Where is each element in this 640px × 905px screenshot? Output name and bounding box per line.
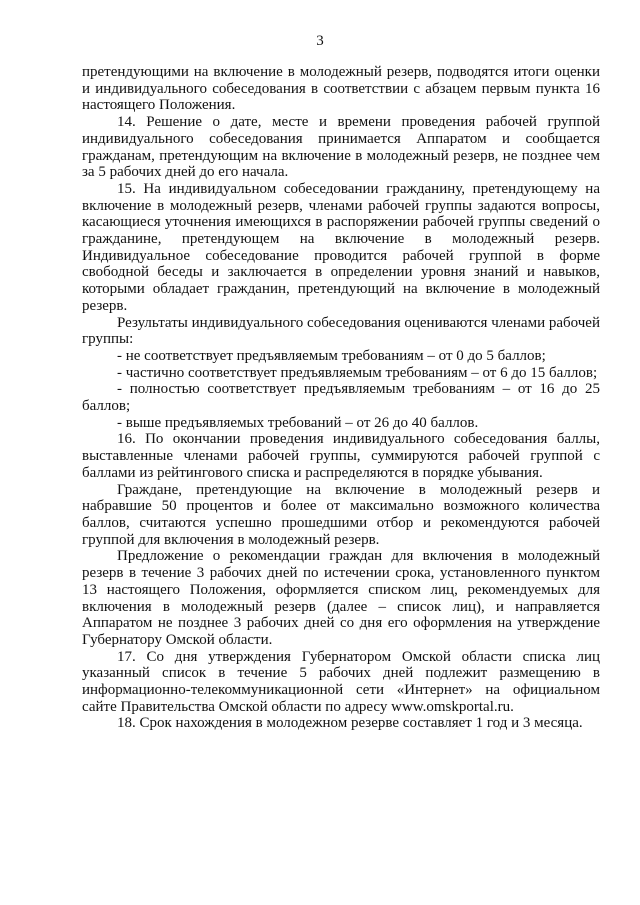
score-list [82,348,600,432]
paragraph-results-intro: Результаты индивидуального собеседования оцениваются членами рабочей группы: [82,314,600,348]
document-body [82,64,600,732]
paragraph-14: 14. Решение о дате, месте и времени проведения рабочей группой индивидуального собеседования принимается Аппаратом и сообщается гражданам, претендующим на включение в молодежный резерв, не позднее чем за 5 рабочих дней до его начала. [82,114,600,181]
paragraph-citizens: Граждане, претендующие на включение в молодежный резерв и набравшие 50 процентов и более от максимально возможного количества баллов, считаются успешно прошедшими отбор и рекомендуются рабочей группой для включения в молодежный резерв. [82,481,600,548]
paragraph-15: 15. На индивидуальном собеседовании гражданину, претендующему на включение в молодежный резерв, членами рабочей группы задаются вопросы, касающиеся уточнения имеющихся в распоряжении рабочей группы сведений о гражданине, претендующем на включение в молодежный резерв. Индивидуальное собеседование проводится рабочей группой в форме свободной беседы и заключается в определении уровня знаний и навыков, которыми обладает гражданин, претендующий на включение в молодежный резерв. [82,180,600,314]
score-item-2: - полностью соответствует предъявляемым требованиям – от 16 до 25 баллов; [82,381,600,415]
paragraph-16: 16. По окончании проведения индивидуального собеседования баллы, выставленные членами рабочей группы, суммируются рабочей группой с баллами из рейтингового списка и распределяются в порядке убывания. [82,431,600,481]
score-item-3: - выше предъявляемых требований – от 26 до 40 баллов. [117,414,479,431]
paragraph-proposal: Предложение о рекомендации граждан для включения в молодежный резерв в течение 3 рабочих дней по истечении срока, установленного пунктом 13 настоящего Положения, оформляется списком лиц, рекомендуемых для включения в молодежный резерв (далее – список лиц), и направляется Аппаратом не позднее 3 рабочих дней со дня его оформления на утверждение Губернатору Омской области. [82,548,600,648]
score-item-1: - частично соответствует предъявляемым требованиям – от 6 до 15 баллов; [117,364,598,381]
paragraph-18: 18. Срок нахождения в молодежном резерве составляет 1 год и 3 месяца. [117,715,583,732]
paragraph-17: 17. Со дня утверждения Губернатором Омской области списка лиц указанный список в течение 5 рабочих дней подлежит размещению в информационно-телекоммуникационной сети «Интернет» на официальном сайте Правительства Омской области по адресу www.omskportal.ru. [82,648,600,715]
page-number: 3 [316,33,324,49]
score-item-0: - не соответствует предъявляемым требованиям – от 0 до 5 баллов; [117,347,546,364]
paragraph-continuation: претендующими на включение в молодежный резерв, подводятся итоги оценки и индивидуального собеседования в соответствии с абзацем первым пункта 16 настоящего Положения. [82,64,600,114]
